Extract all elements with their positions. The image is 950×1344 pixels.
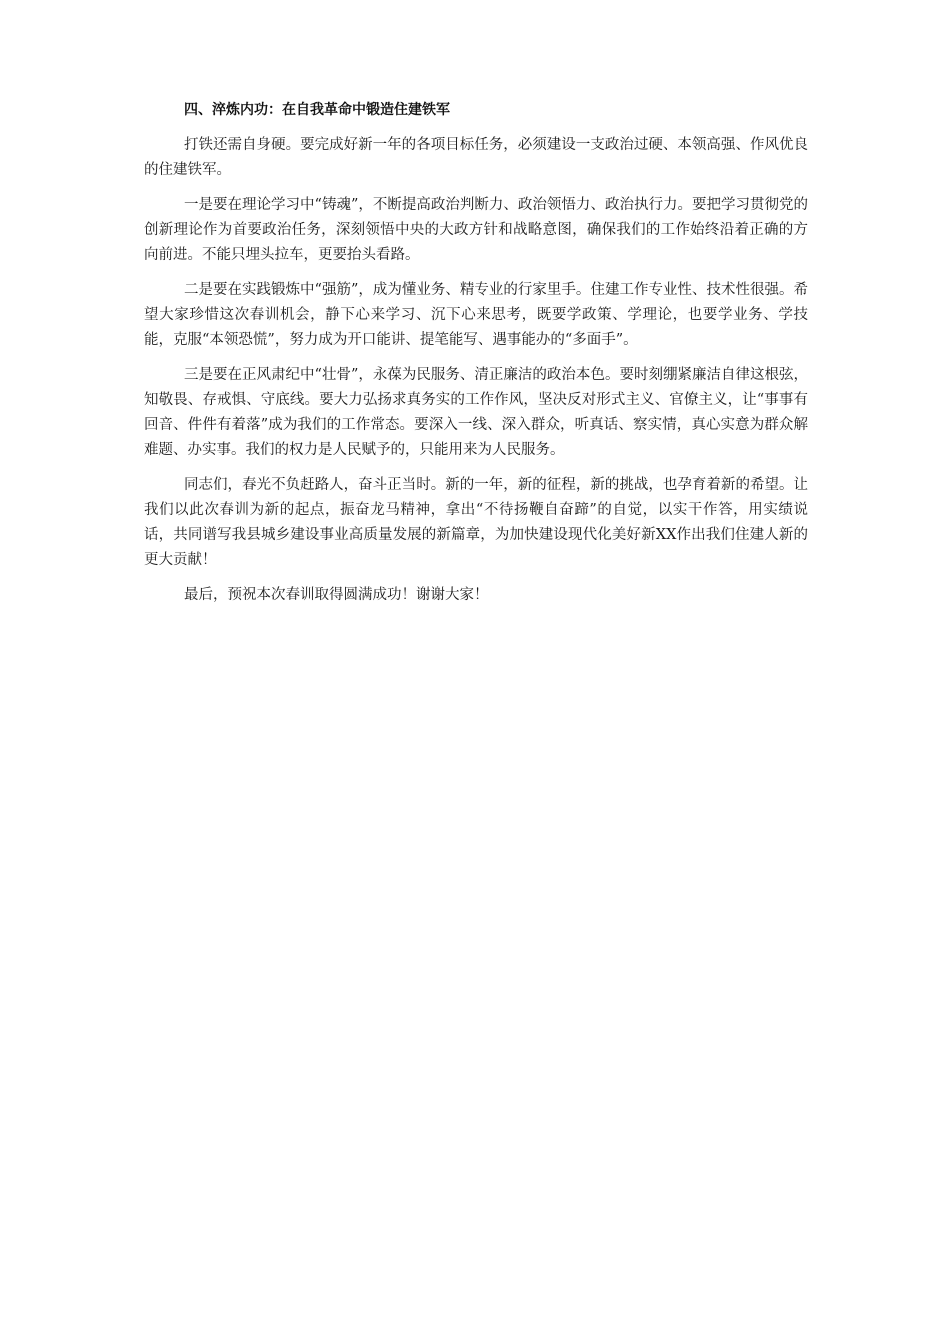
paragraph-closing: 最后，预祝本次春训取得圆满成功！谢谢大家！ <box>184 587 489 603</box>
paragraph-point-two: 二是要在实践锻炼中“强筋”，成为懂业务、精专业的行家里手。住建工作专业性、技术性很强。希望大家珍惜这次春训机会，静下心来学习、沉下心来思考，既要学政策、学理论，也要学业务、学技能，克服“本领恐慌”，努力成为开口能讲、提笔能写、遇事能办的“多面手”。 <box>144 282 808 348</box>
section-heading: 四、淬炼内功：在自我革命中锻造住建铁军 <box>184 102 450 118</box>
paragraph-point-three: 三是要在正风肃纪中“壮骨”，永葆为民服务、清正廉洁的政治本色。要时刻绷紧廉洁自律这根弦，知敬畏、存戒惧、守底线。要大力弘扬求真务实的工作作风，坚决反对形式主义、官僚主义，让“事事有回音、件件有着落”成为我们的工作常态。要深入一线、深入群众，听真话、察实情，真心实意为群众解难题、办实事。我们的权力是人民赋予的，只能用来为人民服务。 <box>144 367 808 458</box>
paragraph-intro: 打铁还需自身硬。要完成好新一年的各项目标任务，必须建设一支政治过硬、本领高强、作风优良的住建铁军。 <box>144 137 808 178</box>
paragraph-conclusion: 同志们，春光不负赶路人，奋斗正当时。新的一年，新的征程，新的挑战，也孕育着新的希望。让我们以此次春训为新的起点，振奋龙马精神，拿出“不待扬鞭自奋蹄”的自觉，以实干作答，用实绩说话，共同谱写我县城乡建设事业高质量发展的新篇章，为加快建设现代化美好新XX作出我们住建人新的更大贡献！ <box>144 477 808 568</box>
paragraph-point-one: 一是要在理论学习中“铸魂”，不断提高政治判断力、政治领悟力、政治执行力。要把学习贯彻党的创新理论作为首要政治任务，深刻领悟中央的大政方针和战略意图，确保我们的工作始终沿着正确的方向前进。不能只埋头拉车，更要抬头看路。 <box>144 197 808 263</box>
document-body <box>144 98 808 618</box>
